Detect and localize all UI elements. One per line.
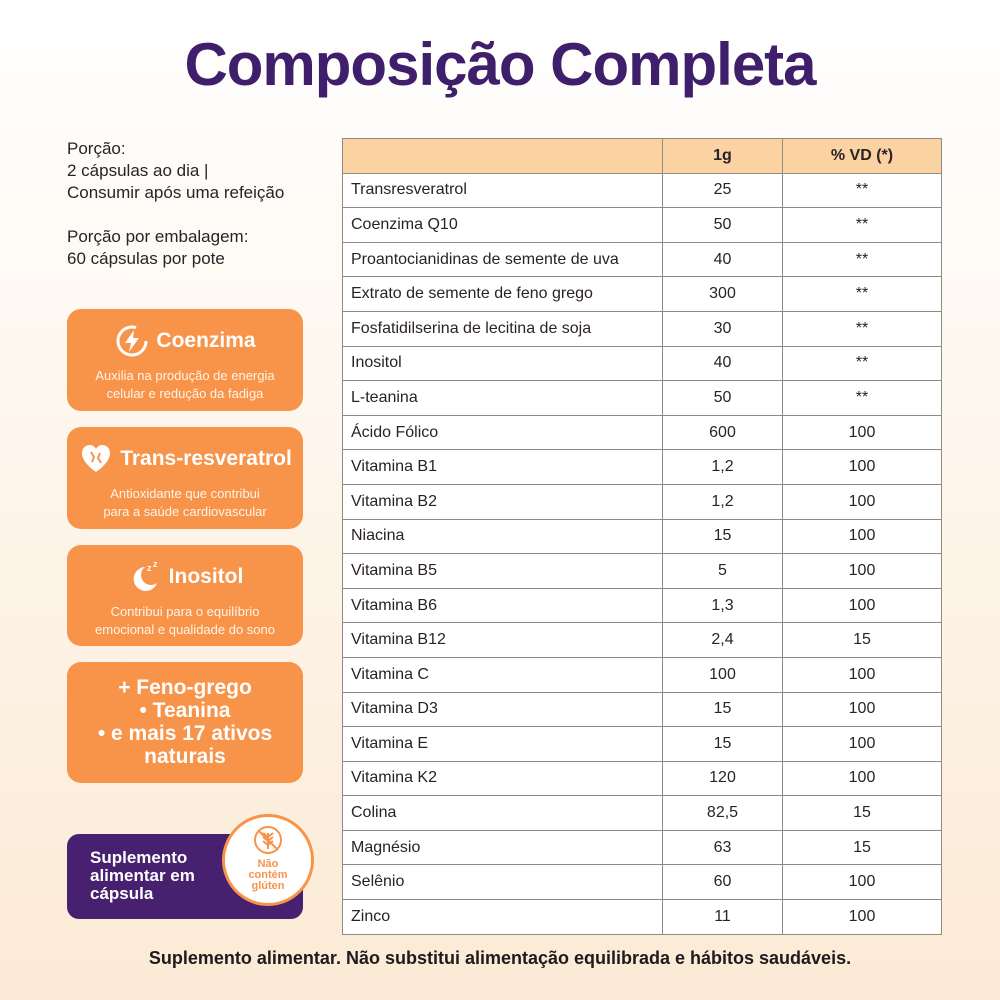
nutrient-amount: 40 xyxy=(663,346,783,381)
nutrient-amount: 50 xyxy=(663,381,783,416)
nutrient-daily-value: 100 xyxy=(783,865,942,900)
nutrient-name: Vitamina C xyxy=(343,657,663,692)
nutrient-name: Proantocianidinas de semente de uva xyxy=(343,242,663,277)
gluten-free-badge xyxy=(222,814,314,906)
nutrient-daily-value: ** xyxy=(783,311,942,346)
nutrient-amount: 82,5 xyxy=(663,796,783,831)
svg-text:z: z xyxy=(146,563,152,573)
table-row xyxy=(343,554,942,589)
portion-per-package xyxy=(67,226,327,270)
nutrient-amount: 5 xyxy=(663,554,783,589)
nutrient-name: Vitamina B1 xyxy=(343,450,663,485)
nutrient-daily-value: 100 xyxy=(783,519,942,554)
nutrient-name: Colina xyxy=(343,796,663,831)
table-row xyxy=(343,900,942,935)
nutrient-amount: 15 xyxy=(663,692,783,727)
nutrient-name: Vitamina B12 xyxy=(343,623,663,658)
header-daily-value: % VD (*) xyxy=(783,139,942,174)
nutrient-daily-value: 100 xyxy=(783,727,942,762)
nutrient-daily-value: ** xyxy=(783,242,942,277)
nutrient-daily-value: 100 xyxy=(783,692,942,727)
page-title: Composição Completa xyxy=(184,31,816,98)
nutrient-daily-value: 100 xyxy=(783,415,942,450)
nutrient-amount: 1,2 xyxy=(663,484,783,519)
nutrient-daily-value: ** xyxy=(783,173,942,208)
nutrient-amount: 40 xyxy=(663,242,783,277)
portion-daily: 2 cápsulas ao dia | xyxy=(67,161,209,180)
nutrient-amount: 15 xyxy=(663,727,783,762)
nutrient-amount: 50 xyxy=(663,208,783,243)
nutrient-name: Ácido Fólico xyxy=(343,415,663,450)
nutrient-amount: 15 xyxy=(663,519,783,554)
nutrient-name: Transresveratrol xyxy=(343,173,663,208)
nutrient-name: Vitamina K2 xyxy=(343,761,663,796)
extras-line: • e mais 17 ativos xyxy=(97,722,273,745)
table-row xyxy=(343,173,942,208)
nutrient-daily-value: 100 xyxy=(783,900,942,935)
extras-line: • Teanina xyxy=(139,699,231,722)
nutrient-name: Extrato de semente de feno grego xyxy=(343,277,663,312)
table-row xyxy=(343,277,942,312)
nutrient-daily-value: ** xyxy=(783,346,942,381)
table-row xyxy=(343,242,942,277)
nutrient-name: Vitamina D3 xyxy=(343,692,663,727)
nutrient-daily-value: 100 xyxy=(783,588,942,623)
table-row xyxy=(343,865,942,900)
nutrient-daily-value: 15 xyxy=(783,830,942,865)
table-row xyxy=(343,796,942,831)
card-desc-line: Contribui para o equilíbrio xyxy=(110,604,260,619)
table-row xyxy=(343,346,942,381)
lightning-icon xyxy=(114,323,150,359)
table-row xyxy=(343,208,942,243)
nutrient-amount: 11 xyxy=(663,900,783,935)
nutrient-amount: 2,4 xyxy=(663,623,783,658)
nutrient-amount: 120 xyxy=(663,761,783,796)
portion-instruction: Consumir após uma refeição xyxy=(67,183,285,202)
table-header-row xyxy=(343,139,942,174)
nutrient-daily-value: 15 xyxy=(783,796,942,831)
table-row xyxy=(343,692,942,727)
header-nutrient xyxy=(343,139,663,174)
nutrient-daily-value: 100 xyxy=(783,484,942,519)
nutrient-name: Selênio xyxy=(343,865,663,900)
table-row xyxy=(343,761,942,796)
no-gluten-icon xyxy=(251,823,285,857)
table-row xyxy=(343,657,942,692)
nutrient-name: Vitamina B6 xyxy=(343,588,663,623)
table-row xyxy=(343,484,942,519)
banner-text: Suplemento alimentar em cápsula xyxy=(90,848,195,903)
disclaimer: Suplemento alimentar. Não substitui alimentação equilibrada e hábitos saudáveis. xyxy=(148,948,852,968)
nutrient-daily-value: 100 xyxy=(783,657,942,692)
nutrient-daily-value: 100 xyxy=(783,554,942,589)
nutrient-name: Vitamina B2 xyxy=(343,484,663,519)
heart-icon xyxy=(78,441,114,477)
benefit-card-coenzima xyxy=(67,309,303,411)
portion-info xyxy=(67,138,327,204)
extras-card xyxy=(67,662,303,783)
card-title: Trans-resveratrol xyxy=(120,447,292,470)
card-title: Coenzima xyxy=(156,329,256,352)
table-row xyxy=(343,830,942,865)
nutrient-name: Fosfatidilserina de lecitina de soja xyxy=(343,311,663,346)
nutrient-amount: 25 xyxy=(663,173,783,208)
nutrient-name: Coenzima Q10 xyxy=(343,208,663,243)
card-desc-line: Auxilia na produção de energia xyxy=(95,368,275,383)
badge-text: contém xyxy=(248,869,288,881)
nutrient-name: Vitamina B5 xyxy=(343,554,663,589)
extras-line: naturais xyxy=(144,745,226,768)
table-row xyxy=(343,311,942,346)
card-desc-line: emocional e qualidade do sono xyxy=(95,622,275,637)
nutrient-amount: 600 xyxy=(663,415,783,450)
nutrient-name: Niacina xyxy=(343,519,663,554)
nutrient-daily-value: 15 xyxy=(783,623,942,658)
benefit-card-inositol xyxy=(67,545,303,646)
badge-text: glúten xyxy=(251,880,285,892)
table-row xyxy=(343,450,942,485)
nutrient-amount: 100 xyxy=(663,657,783,692)
nutrient-name: L-teanina xyxy=(343,381,663,416)
card-desc-line: Antioxidante que contribui xyxy=(110,486,260,501)
nutrient-name: Magnésio xyxy=(343,830,663,865)
nutrient-daily-value: ** xyxy=(783,381,942,416)
header-amount: 1g xyxy=(663,139,783,174)
badge-text: Não xyxy=(257,858,279,870)
table-row xyxy=(343,381,942,416)
nutrient-name: Vitamina E xyxy=(343,727,663,762)
svg-text:z: z xyxy=(152,559,158,569)
nutrition-table xyxy=(342,138,942,935)
package-label: Porção por embalagem: xyxy=(67,227,249,246)
table-row xyxy=(343,623,942,658)
table-row xyxy=(343,415,942,450)
nutrient-daily-value: ** xyxy=(783,277,942,312)
nutrient-name: Zinco xyxy=(343,900,663,935)
nutrient-amount: 60 xyxy=(663,865,783,900)
nutrient-amount: 30 xyxy=(663,311,783,346)
card-desc-line: celular e redução da fadiga xyxy=(106,386,264,401)
moon-sleep-icon xyxy=(127,559,163,595)
nutrient-amount: 1,2 xyxy=(663,450,783,485)
extras-line: + Feno-grego xyxy=(118,676,252,699)
card-desc-line: para a saúde cardiovascular xyxy=(103,504,267,519)
nutrient-daily-value: 100 xyxy=(783,761,942,796)
table-row xyxy=(343,519,942,554)
portion-label: Porção: xyxy=(67,139,126,158)
card-title: Inositol xyxy=(168,565,244,588)
benefit-card-resveratrol xyxy=(67,427,303,529)
nutrient-name: Inositol xyxy=(343,346,663,381)
table-row xyxy=(343,588,942,623)
nutrient-daily-value: 100 xyxy=(783,450,942,485)
nutrient-amount: 63 xyxy=(663,830,783,865)
nutrient-amount: 1,3 xyxy=(663,588,783,623)
table-row xyxy=(343,727,942,762)
package-count: 60 cápsulas por pote xyxy=(67,249,225,268)
nutrient-daily-value: ** xyxy=(783,208,942,243)
nutrient-amount: 300 xyxy=(663,277,783,312)
